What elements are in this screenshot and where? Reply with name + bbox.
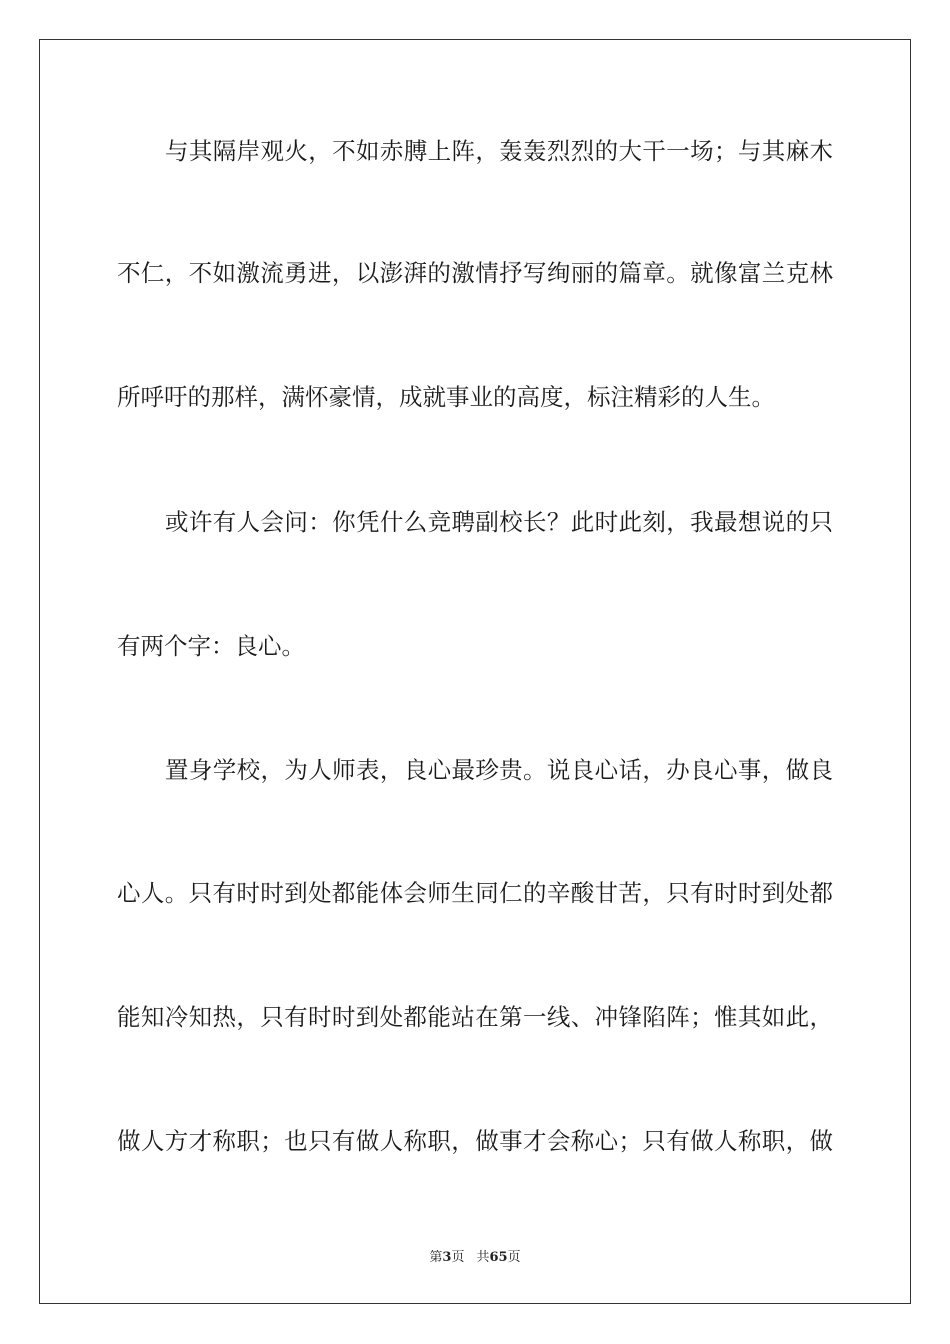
page-current: 3: [442, 1250, 452, 1265]
total-suffix: 页: [507, 1250, 521, 1265]
paragraph-line: 能知冷知热，只有时时到处都能站在第一线、冲锋陷阵；惟其如此，: [117, 1003, 833, 1031]
page-total: 65: [489, 1250, 508, 1265]
page-suffix: 页: [451, 1250, 465, 1265]
paragraph-line: 所呼吁的那样，满怀豪情，成就事业的高度，标注精彩的人生。: [117, 383, 775, 411]
paragraph-line: 与其隔岸观火，不如赤膊上阵，轰轰烈烈的大干一场；与其麻木: [165, 137, 833, 165]
paragraph-line: 置身学校，为人师表，良心最珍贵。说良心话，办良心事，做良: [165, 756, 833, 784]
paragraph-line: 有两个字：良心。: [117, 632, 305, 660]
total-prefix: 共: [476, 1250, 490, 1265]
paragraph-line: 或许有人会问：你凭什么竞聘副校长？此时此刻，我最想说的只: [165, 508, 833, 536]
page-footer: [0, 1246, 950, 1265]
page-frame: [39, 39, 911, 1304]
paragraph-line: 做人方才称职；也只有做人称职，做事才会称心；只有做人称职，做: [117, 1127, 833, 1155]
paragraph-line: 不仁，不如激流勇进，以澎湃的激情抒写绚丽的篇章。就像富兰克林: [117, 259, 833, 287]
paragraph-line: 心人。只有时时到处都能体会师生同仁的辛酸甘苦，只有时时到处都: [117, 879, 833, 907]
page-prefix: 第: [429, 1250, 443, 1265]
